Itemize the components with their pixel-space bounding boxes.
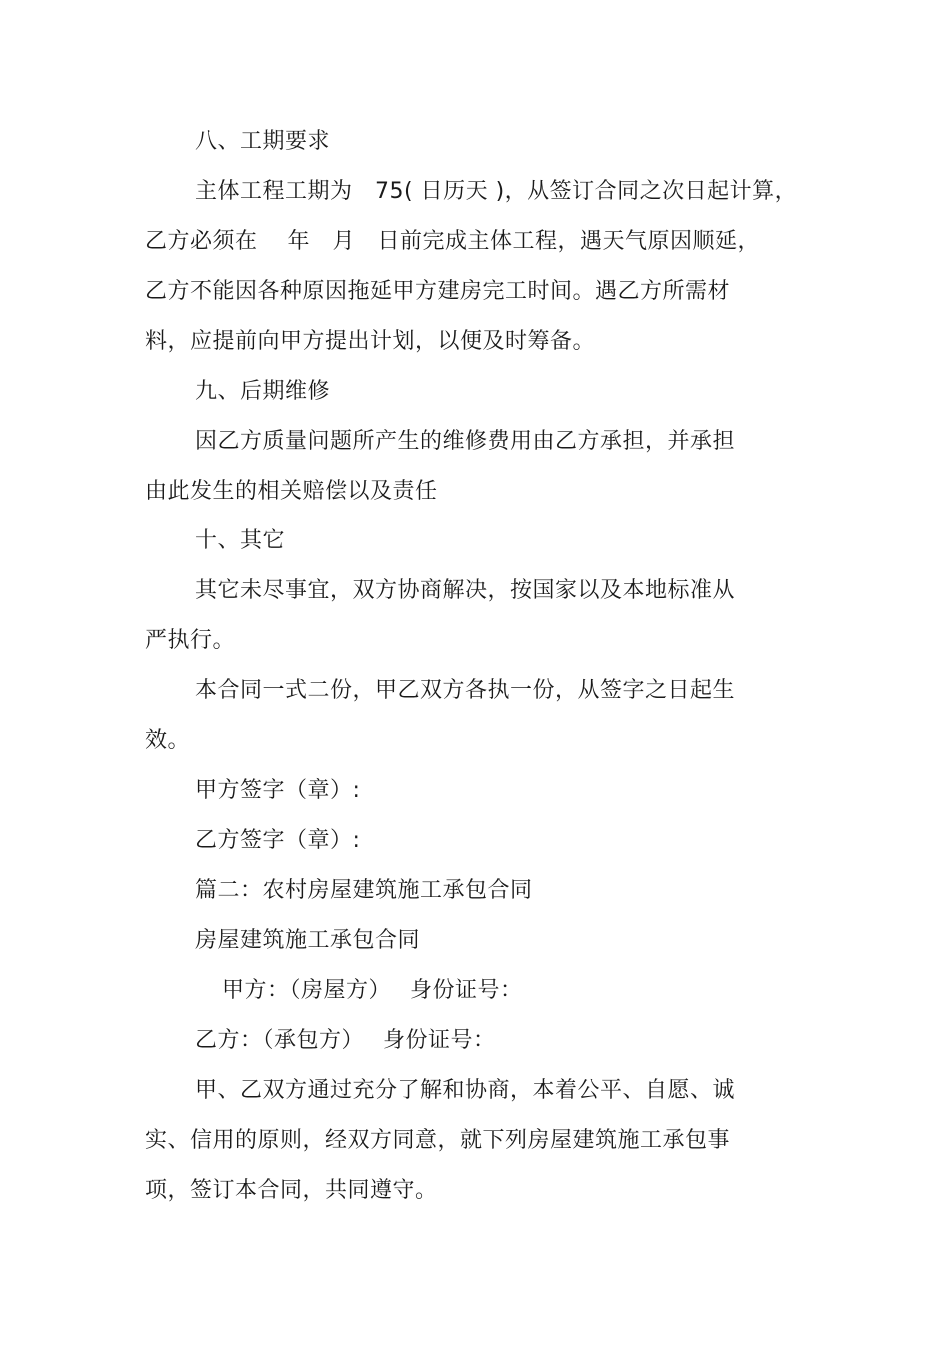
section-heading-maintenance: 九、后期维修 — [195, 379, 331, 404]
paragraph-line: 乙方必须在 年 月 日前完成主体工程，遇天气原因顺延， — [145, 229, 760, 254]
paragraph-line: 主体工程工期为 75( 日历天 )，从签订合同之次日起计算， — [195, 179, 798, 204]
party-a-line: 甲方：（房屋方） 身份证号： — [222, 978, 523, 1003]
party-a-signature: 甲方签字（章）: — [195, 778, 361, 803]
paragraph-line: 本合同一式二份，甲乙双方各执一份，从签字之日起生 — [195, 678, 736, 703]
paragraph-line: 由此发生的相关赔偿以及责任 — [145, 479, 438, 504]
section-heading-other: 十、其它 — [195, 528, 286, 553]
paragraph-line: 料，应提前向甲方提出计划，以便及时筹备。 — [145, 329, 596, 354]
paragraph-line: 其它未尽事宜，双方协商解决，按国家以及本地标准从 — [195, 578, 736, 603]
contract-title: 房屋建筑施工承包合同 — [195, 928, 421, 953]
chapter-heading: 篇二：农村房屋建筑施工承包合同 — [195, 878, 533, 903]
paragraph-line: 实、信用的原则，经双方同意，就下列房屋建筑施工承包事 — [145, 1128, 731, 1153]
paragraph-line: 因乙方质量问题所产生的维修费用由乙方承担，并承担 — [195, 429, 736, 454]
paragraph-line: 乙方不能因各种原因拖延甲方建房完工时间。遇乙方所需材 — [145, 279, 731, 304]
paragraph-line: 效。 — [145, 728, 191, 753]
party-b-signature: 乙方签字（章）: — [195, 828, 361, 853]
paragraph-line: 严执行。 — [145, 628, 236, 653]
paragraph-line: 甲、乙双方通过充分了解和协商，本着公平、自愿、诚 — [195, 1078, 736, 1103]
party-b-line: 乙方：（承包方） 身份证号： — [195, 1028, 496, 1053]
paragraph-line: 项，签订本合同，共同遵守。 — [145, 1178, 438, 1203]
section-heading-schedule: 八、工期要求 — [195, 129, 331, 154]
